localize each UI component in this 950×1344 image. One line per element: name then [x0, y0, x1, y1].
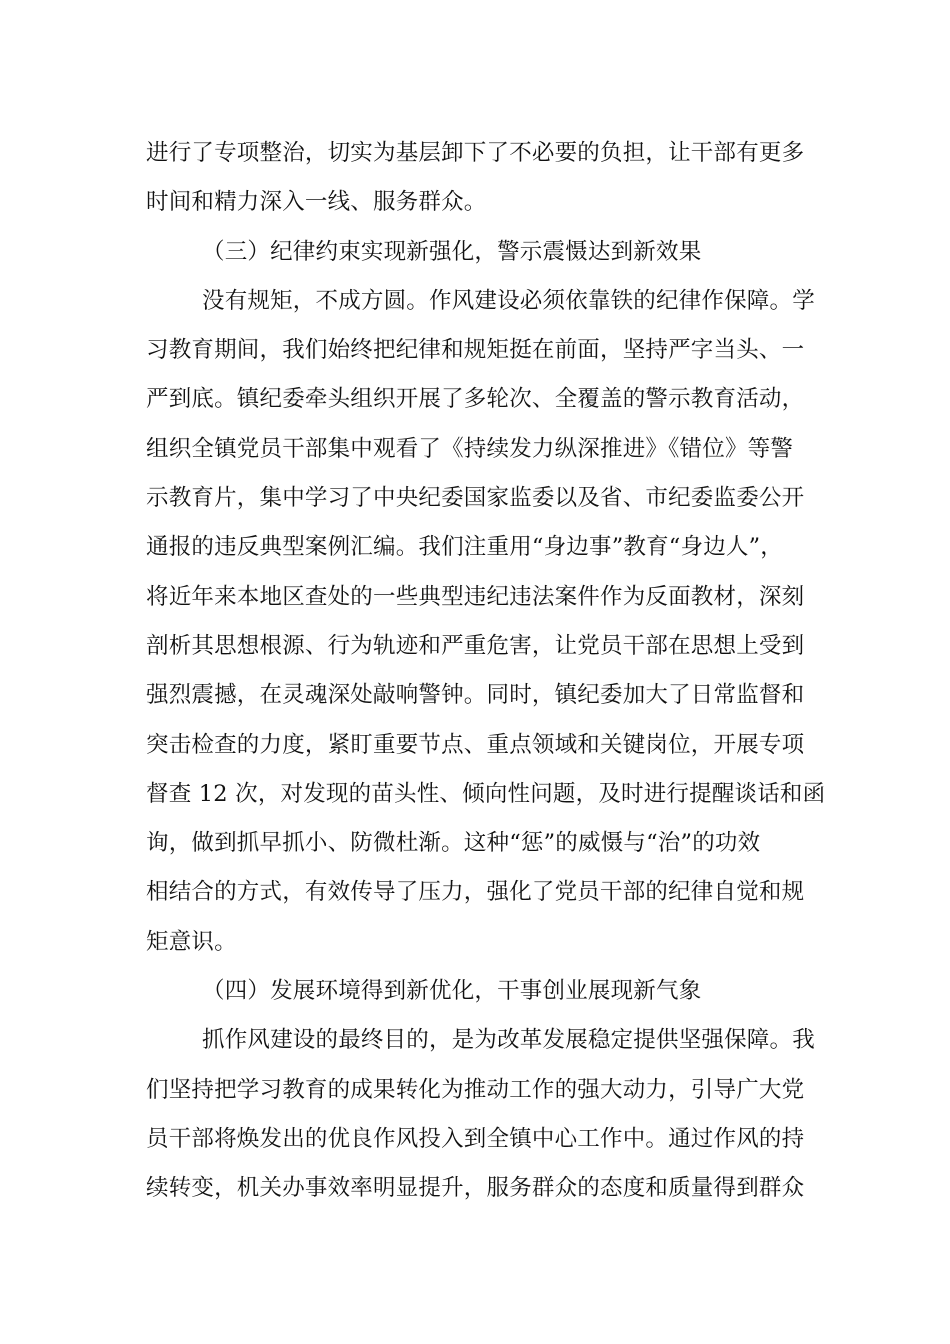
paragraph-start-line: 抓作风建设的最终目的，是为改革发展稳定提供坚强保障。我	[202, 1027, 815, 1054]
body-text-line: 严到底。镇纪委牵头组织开展了多轮次、全覆盖的警示教育活动，	[146, 386, 805, 413]
body-text-line: 剖析其思想根源、行为轨迹和严重危害，让党员干部在思想上受到	[146, 632, 805, 659]
body-text-line: 询，做到抓早抓小、防微杜渐。这种“惩”的威慑与“治”的功效	[146, 830, 761, 857]
body-text-line: 员干部将焕发出的优良作风投入到全镇中心工作中。通过作风的持	[146, 1125, 805, 1152]
body-text-line: 们坚持把学习教育的成果转化为推动工作的强大动力，引导广大党	[146, 1076, 805, 1103]
body-text-line: 示教育片，集中学习了中央纪委国家监委以及省、市纪委监委公开	[146, 485, 805, 512]
body-text-line: 突击检查的力度，紧盯重要节点、重点领域和关键岗位，开展专项	[146, 731, 805, 758]
body-text-line: 时间和精力深入一线、服务群众。	[146, 189, 487, 216]
body-text-line: 将近年来本地区查处的一些典型违纪违法案件作为反面教材，深刻	[146, 583, 805, 610]
body-text-line: 组织全镇党员干部集中观看了《持续发力纵深推进》《错位》等警	[146, 435, 794, 462]
body-text-line: 进行了专项整治，切实为基层卸下了不必要的负担，让干部有更多	[146, 140, 805, 166]
paragraph-start-line: 没有规矩，不成方圆。作风建设必须依靠铁的纪律作保障。学	[202, 287, 815, 314]
section-heading-4: （四）发展环境得到新优化，干事创业展现新气象	[202, 978, 702, 1005]
body-text-line: 习教育期间，我们始终把纪律和规矩挺在前面，坚持严字当头、一	[146, 337, 805, 364]
body-text-line: 强烈震撼，在灵魂深处敲响警钟。同时，镇纪委加大了日常监督和	[146, 682, 805, 709]
body-text-line: 矩意识。	[146, 928, 237, 955]
body-text-line: 续转变，机关办事效率明显提升，服务群众的态度和质量得到群众	[146, 1175, 805, 1202]
section-heading-3: （三）纪律约束实现新强化，警示震慑达到新效果	[202, 238, 702, 265]
body-text-line: 相结合的方式，有效传导了压力，强化了党员干部的纪律自觉和规	[146, 879, 805, 906]
body-text-line: 通报的违反典型案例汇编。我们注重用“身边事”教育“身边人”，	[146, 534, 784, 561]
body-text-line: 督查 12 次，对发现的苗头性、倾向性问题，及时进行提醒谈话和函	[146, 780, 826, 807]
document-page	[146, 129, 826, 1214]
